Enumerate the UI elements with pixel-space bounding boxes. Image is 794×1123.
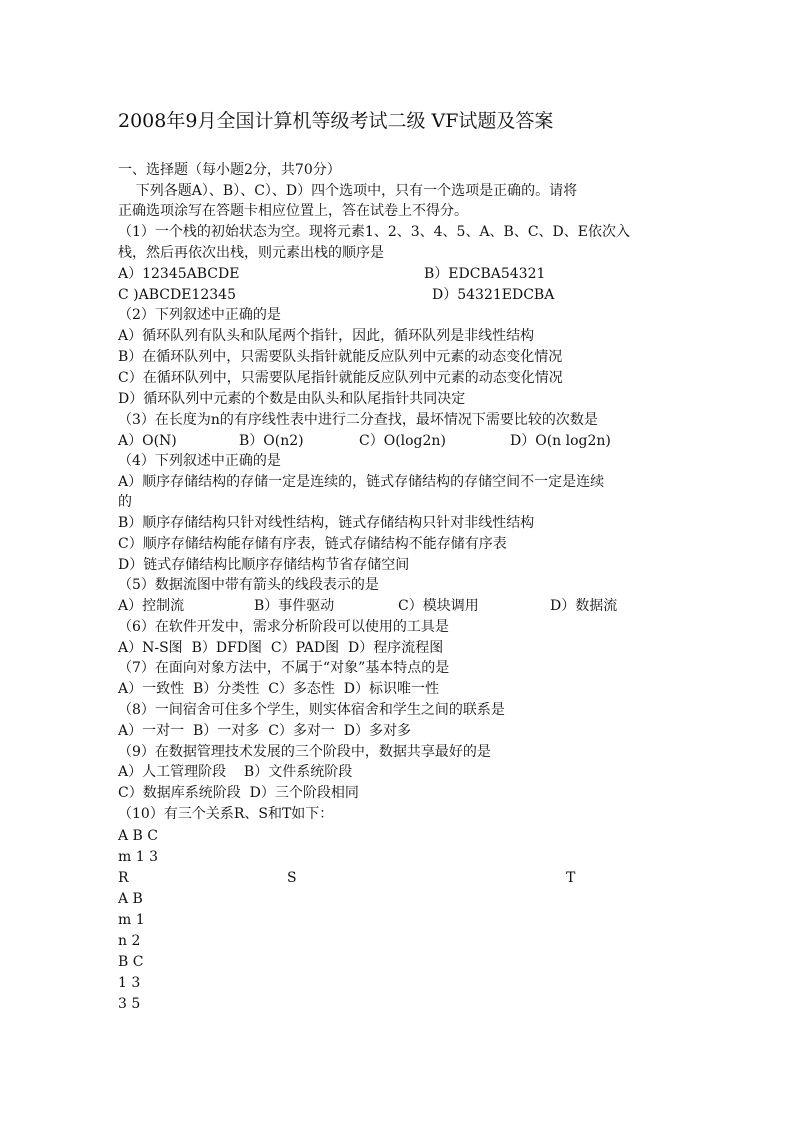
q4-option-a-line-2: 的: [118, 494, 132, 510]
section-heading: 一、选择题（每小题2分，共70分）: [118, 162, 341, 178]
q9-stem: （9）在数据管理技术发展的三个阶段中，数据共享最好的是: [118, 744, 491, 760]
q1-option-d: D）54321EDCBA: [432, 287, 555, 303]
q3-option-a: A）O(N): [118, 433, 177, 449]
q8-options: A）一对一 B）一对多 C）多对一 D）多对多: [118, 723, 412, 739]
q1-option-b: B）EDCBA54321: [424, 266, 546, 282]
q2-option-b: B）在循环队列中，只需要队头指针就能反应队列中元素的动态变化情况: [118, 349, 563, 365]
q3-option-c: C）O(log2n): [359, 433, 446, 449]
q3-option-d: D）O(n log2n): [510, 433, 611, 449]
q8-stem: （8）一间宿舍可住多个学生，则实体宿舍和学生之间的联系是: [118, 702, 505, 718]
q1-stem-line-2: 栈，然后再依次出栈，则元素出栈的顺序是: [118, 245, 384, 261]
q1-stem-line-1: （1）一个栈的初始状态为空。现将元素1、2、3、4、5、A、B、C、D、E依次入: [118, 224, 630, 240]
q10-s-line-4: B C: [118, 954, 144, 970]
q5-option-b: B）事件驱动: [254, 598, 335, 614]
q3-stem: （3）在长度为n的有序线性表中进行二分查找，最坏情况下需要比较的次数是: [118, 412, 598, 428]
instructions-line-1: 下列各题A）、B）、C）、D）四个选项中，只有一个选项是正确的。请将: [118, 183, 578, 199]
q2-option-c: C）在循环队列中，只需要队尾指针就能反应队列中元素的动态变化情况: [118, 370, 563, 386]
q7-options: A）一致性 B）分类性 C）多态性 D）标识唯一性: [118, 681, 440, 697]
q10-s-line-1: A B: [118, 891, 143, 907]
q5-option-c: C）模块调用: [398, 598, 479, 614]
q10-label-t: T: [566, 870, 576, 886]
q7-stem: （7）在面向对象方法中，不属于“对象”基本特点的是: [118, 660, 450, 676]
q10-label-s: S: [287, 870, 297, 886]
q1-option-c: C )ABCDE12345: [118, 287, 236, 303]
q5-option-a: A）控制流: [118, 598, 185, 614]
q9-options-ab: A）人工管理阶段 B）文件系统阶段: [118, 764, 353, 780]
q10-s-line-3: n 2: [118, 933, 141, 949]
q10-r-row: m 1 3: [118, 849, 158, 865]
q2-option-d: D）循环队列中元素的个数是由队头和队尾指针共同决定: [118, 391, 466, 407]
q1-option-a: A）12345ABCDE: [118, 266, 240, 282]
q6-stem: （6）在软件开发中，需求分析阶段可以使用的工具是: [118, 619, 449, 635]
q9-options-cd: C）数据库系统阶段 D）三个阶段相同: [118, 785, 359, 801]
q3-option-b: B）O(n2): [239, 433, 304, 449]
instructions-line-2: 正确选项涂写在答题卡相应位置上，答在试卷上不得分。: [118, 203, 468, 219]
document-title: 2008年9月全国计算机等级考试二级 VF试题及答案: [118, 110, 554, 132]
q10-s-line-2: m 1: [118, 912, 145, 928]
q2-stem: （2）下列叙述中正确的是: [118, 307, 281, 323]
q4-option-c: C）顺序存储结构能存储有序表，链式存储结构不能存储有序表: [118, 536, 507, 552]
q4-option-b: B）顺序存储结构只针对线性结构，链式存储结构只针对非线性结构: [118, 515, 535, 531]
q2-option-a: A）循环队列有队头和队尾两个指针，因此，循环队列是非线性结构: [118, 328, 535, 344]
q4-option-a-line-1: A）顺序存储结构的存储一定是连续的，链式存储结构的存储空间不一定是连续: [118, 474, 605, 490]
q4-stem: （4）下列叙述中正确的是: [118, 453, 281, 469]
q5-stem: （5）数据流图中带有箭头的线段表示的是: [118, 577, 379, 593]
q10-r-header: A B C: [118, 828, 159, 844]
q10-s-line-5: 1 3: [118, 975, 141, 991]
q10-stem: （10）有三个关系R、S和T如下：: [118, 806, 334, 822]
q10-label-r: R: [118, 870, 129, 886]
q10-s-line-6: 3 5: [118, 996, 141, 1012]
q4-option-d: D）链式存储结构比顺序存储结构节省存储空间: [118, 557, 410, 573]
q6-options: A）N-S图 B）DFD图 C）PAD图 D）程序流程图: [118, 640, 444, 656]
q5-option-d: D）数据流: [550, 598, 618, 614]
